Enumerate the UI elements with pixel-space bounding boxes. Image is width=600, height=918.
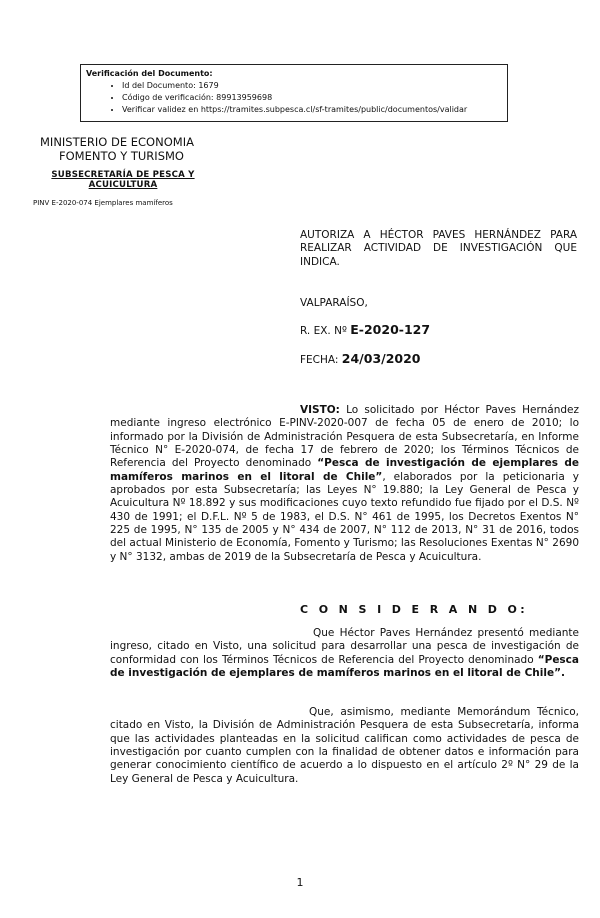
verification-code: • Código de verificación: 89913959698 [122,92,502,104]
verification-url[interactable]: • Verificar validez en https://tramites.subpesca.cl/sf-tramites/public/documentos/validar [122,104,502,116]
visto-label: VISTO: [300,404,340,416]
considerando-heading: C O N S I D E R A N D O: [300,603,529,616]
date-value: 24/03/2020 [341,351,421,366]
verification-id: • Id del Documento: 1679 [122,80,502,92]
date-row [300,351,421,366]
page-number: 1 [296,876,304,889]
ministry-line-2: FOMENTO Y TURISMO [59,149,184,163]
considerando-2-text: Que, asimismo, mediante Memorándum Técnico, citado en Visto, la División de Administración Pesquera de esta Subsecretaría, informa que las actividades planteadas en la solicitud califican como actividades de pesca de investigación por cuanto cumplen con la finalidad de obtener datos e información para generar conocimiento científico de acuerdo a lo dispuesto en el artículo 2º N° 29 de la Ley General de Pesca y Acuicultura. [110,706,579,785]
subsecretaria-line-1: SUBSECRETARÍA DE PESCA Y [51,170,195,180]
document-reference: PINV E-2020-074 Ejemplares mamíferos [33,199,173,207]
verification-title: Verificación del Documento: [86,69,213,78]
resolution-number: E-2020-127 [350,322,431,337]
place: VALPARAÍSO, [300,297,368,309]
subsecretaria-heading [35,170,211,190]
considerando-paragraph-2 [110,706,579,786]
verification-box [80,64,508,122]
resolution-number-label: R. EX. Nº [300,325,347,337]
subsecretaria-line-2: ACUICULTURA [88,180,158,190]
considerando-paragraph-1 [110,627,579,680]
ministry-line-1: MINISTERIO DE ECONOMIA [40,135,194,149]
resolution-subject: AUTORIZA A HÉCTOR PAVES HERNÁNDEZ PARA REALIZAR ACTIVIDAD DE INVESTIGACIÓN QUE INDICA. [300,229,577,268]
visto-text-1: Lo solicitado por Héctor Paves Hernández mediante ingreso electrónico E-PINV-2020-007 de fecha 05 de enero de 2010; lo informado por la División de Administración Pesquera de esta Subsecretaría, en Informe Técnico N° E-2020-074, de fecha 17 de febrero de 2020; los Términos Técnicos de Referencia del Proyecto denominado [110,404,579,470]
considerando-1-text: Que Héctor Paves Hernández presentó mediante ingreso, citado en Visto, una solicitud para desarrollar una pesca de investigación de conformidad con los Términos Técnicos de Referencia del Proyecto denominado [110,627,579,666]
verification-list [86,80,502,116]
visto-paragraph [110,404,579,564]
visto-project-name: “Pesca de investigación de ejemplares de mamíferos marinos en el litoral de Chile” [110,457,579,483]
considerando-1-project-name: “Pesca de investigación de ejemplares de mamíferos marinos en el litoral de Chile”. [110,653,579,680]
date-label: FECHA: [300,354,339,366]
visto-text-2: , elaborados por la peticionaria y aprobados por esta Subsecretaría; las Leyes N° 19.880; la Ley General de Pesca y Acuicultura Nº 18.892 y sus modificaciones cuyo texto refundido fue fijado por el D.S. Nº 430 de 1991; el D.F.L. Nº 5 de 1983, el D.S. N° 461 de 1995, los Decretos Exentos N° 225 de 1995, N° 135 de 2005 y N° 434 de 2007, N° 112 de 2013, N° 31 de 2016, todos del actual Ministerio de Economía, Fomento y Turismo; las Resoluciones Exentas N° 2690 y N° 3132, ambas de 2019 de la Subsecretaría de Pesca y Acuicultura. [110,470,579,563]
resolution-number-row [300,322,430,337]
